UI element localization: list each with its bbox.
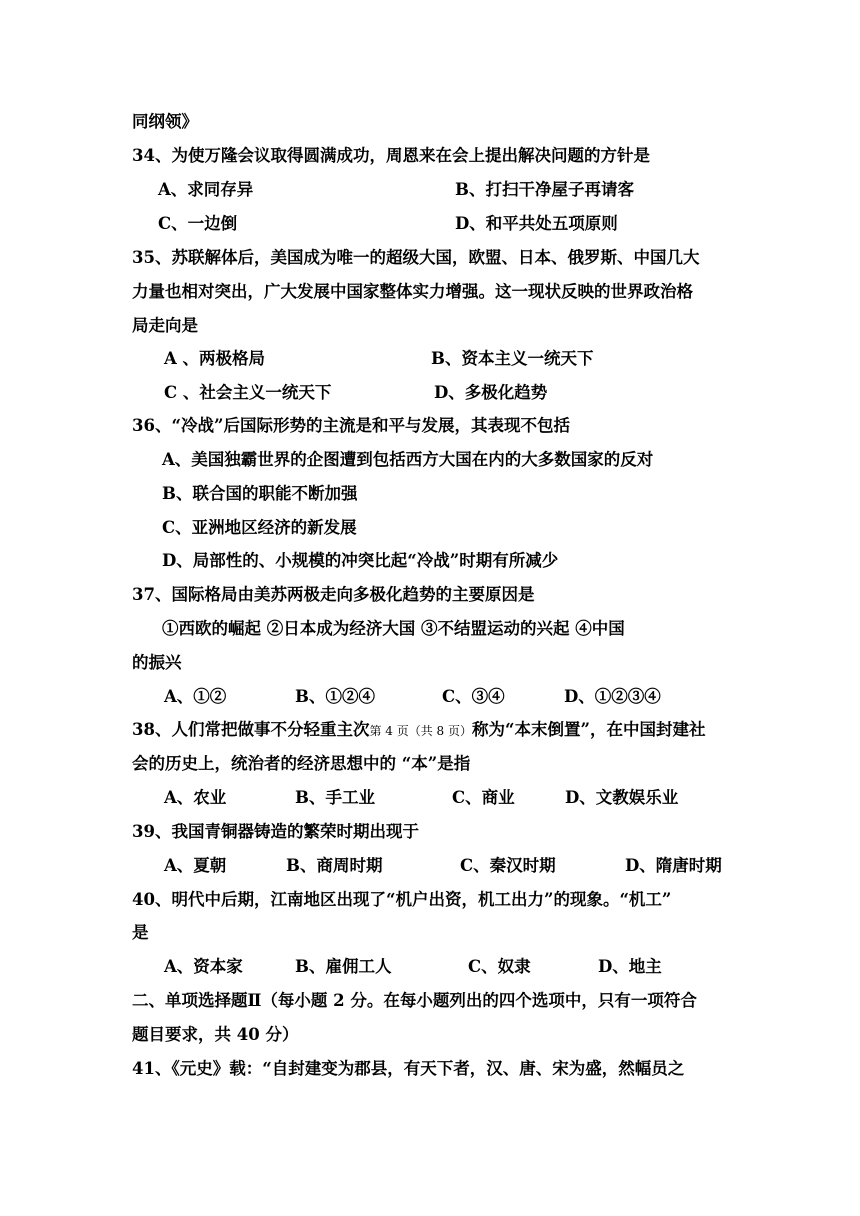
question-37: 37、国际格局由美苏两极走向多极化趋势的主要原因是 (132, 585, 535, 604)
question-41: 41、《元史》载：“自封建变为郡县，有天下者，汉、唐、宋为盛，然幅员之 (132, 1059, 685, 1078)
question-35-line-2: 力量也相对突出，广大发展中国家整体实力增强。这一现状反映的世界政治格 (132, 282, 693, 301)
q34-option-a: A、求同存异 (158, 180, 254, 199)
q38-option-c: C、商业 (452, 788, 515, 807)
question-38-line-2: 会的历史上，统治者的经济思想中的 “本”是指 (132, 754, 471, 773)
question-40-line-1: 40、明代中后期，江南地区出现了“机户出资，机工出力”的现象。“机工” (132, 890, 672, 909)
question-34: 34、为使万隆会议取得圆满成功，周恩来在会上提出解决问题的方针是 (132, 146, 650, 165)
q35-option-a: A 、两极格局 (164, 349, 266, 368)
q40-option-a: A、资本家 (164, 957, 243, 976)
q38-text-end: 称为“本末倒置”，在中国封建社 (472, 720, 706, 739)
q38-text-start: 38、人们常把做事不分轻重主次 (132, 720, 370, 739)
q38-option-b: B、手工业 (295, 788, 375, 807)
q36-option-b: B、联合国的职能不断加强 (162, 484, 358, 503)
q39-option-b: B、商周时期 (286, 856, 383, 875)
q37-option-c: C、③④ (442, 687, 505, 706)
q38-option-a: A、农业 (164, 788, 227, 807)
section-2-heading-cont: 题目要求，共 40 分） (132, 1025, 299, 1044)
q34-option-c: C、一边倒 (158, 214, 238, 233)
q39-option-d: D、隋唐时期 (625, 856, 722, 875)
q34-option-b: B、打扫干净屋子再请客 (455, 180, 634, 199)
question-35-line-3: 局走向是 (132, 316, 198, 335)
q40-option-d: D、地主 (598, 957, 662, 976)
q39-option-c: C、秦汉时期 (460, 856, 556, 875)
continued-text: 同纲领》 (132, 112, 198, 131)
q36-option-c: C、亚洲地区经济的新发展 (162, 518, 357, 537)
question-35-line-1: 35、苏联解体后，美国成为唯一的超级大国，欧盟、日本、俄罗斯、中国几大 (132, 248, 700, 267)
q37-option-a: A、①② (164, 687, 227, 706)
q37-option-b: B、①②④ (295, 687, 375, 706)
q36-option-d: D、局部性的、小规模的冲突比起“冷战”时期有所减少 (162, 551, 559, 570)
q36-option-a: A、美国独霸世界的企图遭到包括西方大国在内的大多数国家的反对 (162, 450, 654, 469)
q39-option-a: A、夏朝 (164, 856, 227, 875)
question-38-line-1 (132, 720, 705, 741)
q35-option-d: D、多极化趋势 (434, 383, 548, 402)
question-40-line-2: 是 (132, 923, 149, 942)
q40-option-b: B、雇佣工人 (295, 957, 392, 976)
q37-items-continued: 的振兴 (132, 653, 182, 672)
q40-option-c: C、奴隶 (468, 957, 531, 976)
question-36: 36、“冷战”后国际形势的主流是和平与发展，其表现不包括 (132, 416, 570, 435)
question-39: 39、我国青铜器铸造的繁荣时期出现于 (132, 822, 419, 841)
q37-items: ①西欧的崛起 ②日本成为经济大国 ③不结盟运动的兴起 ④中国 (162, 619, 625, 638)
page-footer: 第 4 页（共 8 页） (369, 724, 472, 738)
q35-option-b: B、资本主义一统天下 (431, 349, 594, 368)
q37-option-d: D、①②③④ (564, 687, 661, 706)
q34-option-d: D、和平共处五项原则 (455, 214, 618, 233)
section-2-heading: 二、单项选择题Ⅱ（每小题 2 分。在每小题列出的四个选项中，只有一项符合 (132, 991, 697, 1010)
q35-option-c: C 、社会主义一统天下 (164, 383, 332, 402)
q38-option-d: D、文教娱乐业 (565, 788, 679, 807)
